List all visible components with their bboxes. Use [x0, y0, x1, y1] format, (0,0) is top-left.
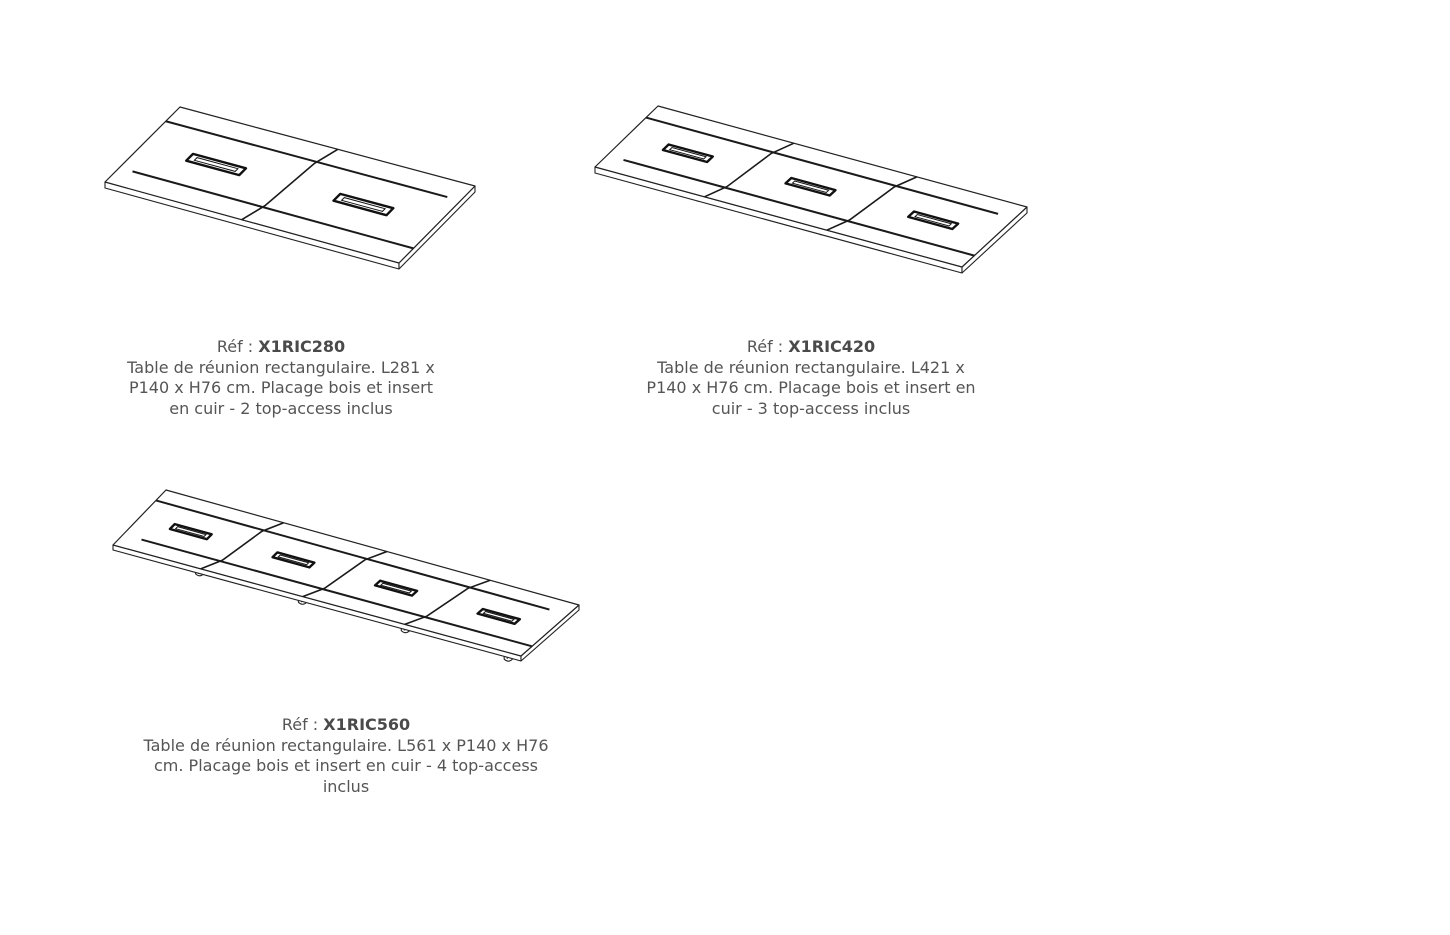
table-illustration-x1ric560 — [113, 490, 579, 661]
reference-line — [118, 337, 444, 358]
product-description: Table de réunion rectangulaire. L421 x P140 x H76 cm. Placage bois et insert en cuir - 3 top-access inclus — [646, 357, 976, 418]
product-caption-x1ric280 — [118, 337, 444, 419]
table-illustration-x1ric420 — [595, 106, 1027, 273]
product-description: Table de réunion rectangulaire. L281 x P140 x H76 cm. Placage bois et insert en cuir - 2 top-access inclus — [127, 357, 435, 418]
product-caption-x1ric560 — [134, 715, 558, 797]
reference-code: X1RIC560 — [323, 715, 411, 734]
reference-code: X1RIC420 — [788, 337, 876, 356]
reference-label: Réf : — [746, 337, 784, 356]
reference-line — [134, 715, 558, 736]
table-illustration-x1ric280 — [105, 107, 475, 269]
reference-label: Réf : — [216, 337, 254, 356]
product-caption-x1ric420 — [640, 337, 982, 419]
product-description: Table de réunion rectangulaire. L561 x P140 x H76 cm. Placage bois et insert en cuir - 4 top-access inclus — [143, 735, 549, 796]
reference-code: X1RIC280 — [258, 337, 346, 356]
reference-label: Réf : — [281, 715, 319, 734]
reference-line — [640, 337, 982, 358]
